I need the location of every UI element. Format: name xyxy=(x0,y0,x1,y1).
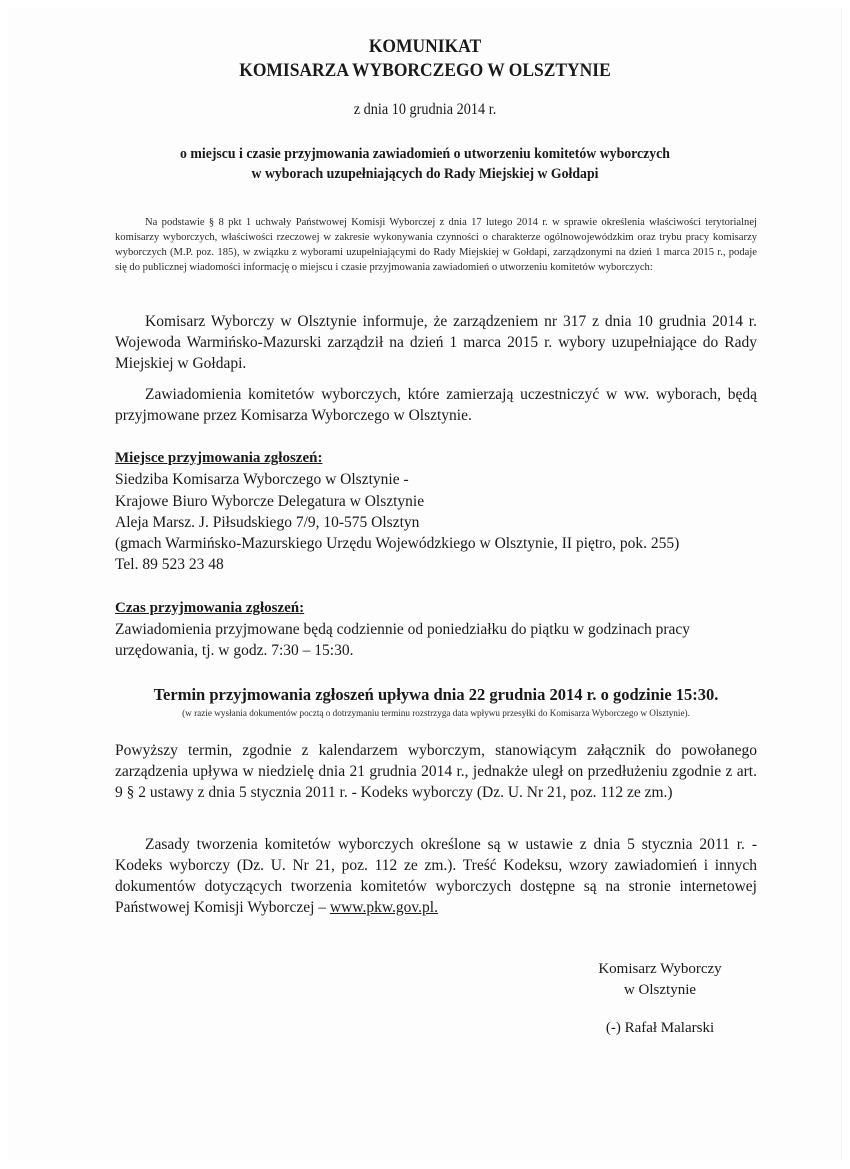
notifications-paragraph: Zawiadomienia komitetów wyborczych, które zamierzają uczestniczyć w ww. wyborach, będą przyjmowane przez Komisarza Wyborczego w Olsztynie. xyxy=(115,386,757,424)
place-phone: Tel. 89 523 23 48 xyxy=(115,556,224,574)
time-section xyxy=(115,598,757,661)
rules-paragraph xyxy=(115,834,757,918)
document-subject xyxy=(34,144,816,184)
signature-title: Komisarz Wyborczy xyxy=(598,961,722,977)
rules-text: Zasady tworzenia komitetów wyborczych określone są w ustawie z dnia 5 stycznia 2011 r. - Kodeks wyborczy (Dz. U. Nr 21, poz. 112 ze zm.). Treść Kodeksu, wzory zawiadomień i innych dokumentów dotyczących tworzenia komitetów wyborczych dostępne są na stronie internetowej Państwowej Komisji Wyborczej – xyxy=(115,836,757,916)
document-title: KOMUNIKAT xyxy=(368,36,482,57)
signature-location: w Olsztynie xyxy=(623,982,697,998)
time-heading: Czas przyjmowania zgłoszeń: xyxy=(115,600,305,616)
place-heading: Miejsce przyjmowania zgłoszeń: xyxy=(115,450,323,466)
place-line: Aleja Marsz. J. Piłsudskiego 7/9, 10-575 Olsztyn xyxy=(115,513,420,531)
signature-name: (-) Rafał Malarski xyxy=(605,1020,715,1036)
place-line: Krajowe Biuro Wyborcze Delegatura w Olsztynie xyxy=(115,492,425,510)
document-date: z dnia 10 grudnia 2014 r. xyxy=(353,101,497,118)
subject-line-2: w wyborach uzupełniających do Rady Miejskiej w Gołdapi xyxy=(251,166,599,182)
deadline-note: (w razie wysłania dokumentów pocztą o dotrzymaniu terminu rozstrzyga data wpływu przesyłki do Komisarza Wyborczego w Olsztynie). xyxy=(182,708,690,718)
place-section xyxy=(115,448,757,576)
place-line: Siedziba Komisarza Wyborczego w Olsztynie - xyxy=(115,471,409,489)
deadline-statement: Termin przyjmowania zgłoszeń upływa dnia 22 grudnia 2014 r. o godzinie 15:30. xyxy=(153,685,719,704)
pkw-website-link[interactable]: www.pkw.gov.pl. xyxy=(329,899,438,916)
signature-block xyxy=(570,959,750,1001)
announcement-paragraph: Komisarz Wyborczy w Olsztynie informuje, że zarządzeniem nr 317 z dnia 10 grudnia 2014 r. Wojewoda Warmińsko-Mazurski zarządził na dzień 1 marca 2015 r. wybory uzupełniające do Rady Miejskiej w Gołdapi. xyxy=(115,313,757,372)
subject-line-1: o miejscu i czasie przyjmowania zawiadomień o utworzeniu komitetów wyborczych xyxy=(180,146,670,162)
time-text: Zawiadomienia przyjmowane będą codziennie od poniedziałku do piątku w godzinach pracy urzędowania, tj. w godz. 7:30 – 15:30. xyxy=(115,621,691,659)
document-issuer: KOMISARZA WYBORCZEGO W OLSZTYNIE xyxy=(239,60,611,81)
legal-basis-paragraph: Na podstawie § 8 pkt 1 uchwały Państwowej Komisji Wyborczej z dnia 17 lutego 2014 r. w sprawie określenia właściwości terytorialnej komisarzy wyborczych, właściwości rzeczowej w zakresie wykonywania czynności o charakterze ogólnowojewódzkim oraz trybu pracy komisarzy wyborczych (M.P. poz. 185), w związku z wyborami uzupełniającymi do Rady Miejskiej w Gołdapi, zarządzonymi na dzień 1 marca 2015 r., podaje się do publicznej wiadomości informację o miejscu i czasie przyjmowania zawiadomień o utworzeniu komitetów wyborczych: xyxy=(115,217,757,273)
deadline-extension-paragraph: Powyższy termin, zgodnie z kalendarzem wyborczym, stanowiącym załącznik do powołanego zarządzenia upływa w niedzielę dnia 21 grudnia 2014 r., jednakże uległ on przedłużeniu zgodnie z art. 9 § 2 ustawy z dnia 5 stycznia 2011 r. - Kodeks wyborczy (Dz. U. Nr 21, poz. 112 ze zm.) xyxy=(115,742,757,801)
scan-edge xyxy=(841,8,842,1160)
place-line: (gmach Warmińsko-Mazurskiego Urzędu Wojewódzkiego w Olsztynie, II piętro, pok. 255) xyxy=(115,535,680,553)
